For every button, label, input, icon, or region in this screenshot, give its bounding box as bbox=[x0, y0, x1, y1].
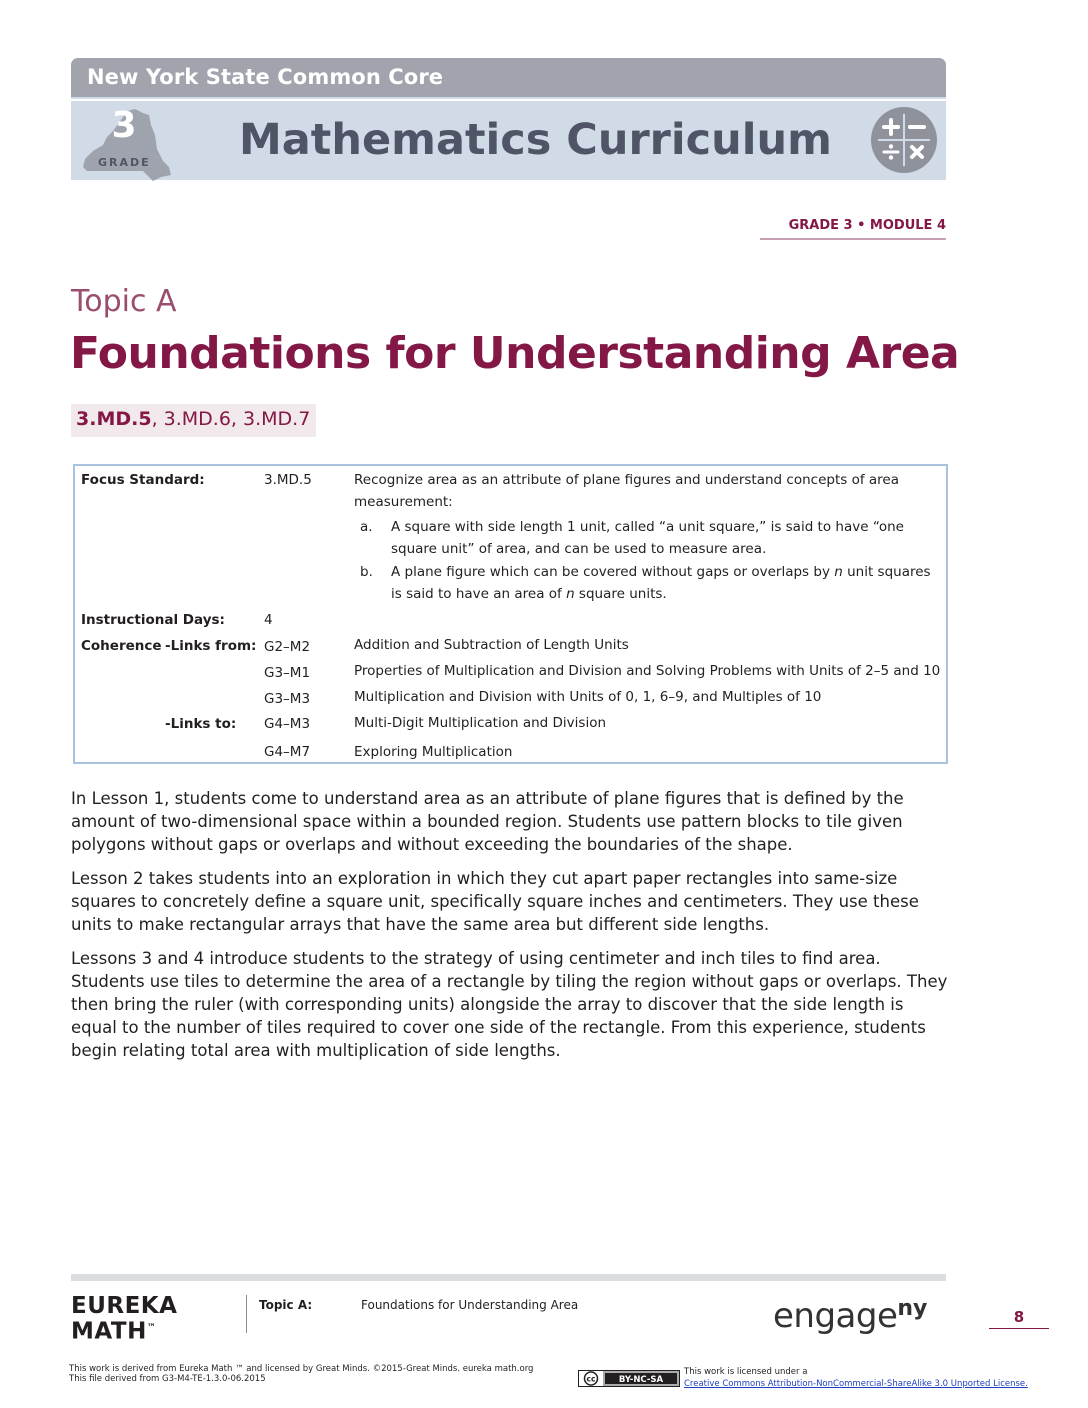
sub-a-marker: a. bbox=[360, 519, 373, 535]
svg-text:cc: cc bbox=[586, 1374, 596, 1384]
link-code: G4–M3 bbox=[264, 716, 311, 732]
topic-title: Foundations for Understanding Area bbox=[70, 328, 960, 379]
link-title: Addition and Subtraction of Length Units bbox=[354, 637, 629, 653]
topic-label: Topic A bbox=[71, 284, 177, 319]
license-link[interactable]: Creative Commons Attribution-NonCommercial-ShareAlike 3.0 Unported License. bbox=[684, 1379, 1028, 1389]
grade-word: GRADE bbox=[98, 156, 151, 169]
links-to-label: -Links to: bbox=[165, 716, 237, 732]
banner-title: New York State Common Core bbox=[87, 65, 444, 89]
footer-topic-label: Topic A: bbox=[259, 1298, 313, 1312]
links-from-label: -Links from: bbox=[165, 638, 257, 654]
link-code: G3–M1 bbox=[264, 665, 311, 681]
focus-standard-text: Recognize area as an attribute of plane figures and understand concepts of area measurement: bbox=[354, 472, 899, 510]
standards-rest: , 3.MD.6, 3.MD.7 bbox=[151, 408, 311, 430]
link-title: Multiplication and Division with Units of 0, 1, 6–9, and Multiples of 10 bbox=[354, 689, 822, 705]
page-number: 8 bbox=[989, 1308, 1049, 1329]
instructional-days-value: 4 bbox=[264, 612, 273, 628]
header-banner-top bbox=[71, 58, 946, 97]
footer-topic-title: Foundations for Understanding Area bbox=[361, 1298, 579, 1312]
focus-standard-label: Focus Standard: bbox=[81, 472, 205, 488]
link-code: G2–M2 bbox=[264, 639, 311, 655]
instructional-days-label: Instructional Days: bbox=[81, 612, 225, 628]
footer-divider bbox=[246, 1295, 247, 1333]
standards-table bbox=[73, 464, 948, 764]
link-code: G3–M3 bbox=[264, 691, 311, 707]
creative-commons-badge-icon bbox=[578, 1370, 680, 1387]
math-operations-icon bbox=[870, 106, 938, 174]
grade-module-label: GRADE 3 • MODULE 4 bbox=[760, 218, 946, 240]
link-title: Multi-Digit Multiplication and Division bbox=[354, 715, 607, 731]
focus-standard-code: 3.MD.5 bbox=[264, 472, 312, 488]
footer-bar bbox=[71, 1274, 946, 1281]
grade-number: 3 bbox=[111, 105, 137, 146]
link-title: Exploring Multiplication bbox=[354, 744, 513, 760]
header-banner-main bbox=[71, 97, 946, 180]
standard-primary: 3.MD.5 bbox=[76, 408, 152, 430]
coherence-label: Coherence bbox=[81, 638, 162, 654]
paragraph: Lessons 3 and 4 introduce students to the strategy of using centimeter and inch tiles to find area. Students use tiles to determine the area of a rectangle by tiling the region without gaps or overlaps. They then bring the ruler (with corresponding units) alongside the array to discover that the side length is equal to the number of tiles required to cover one side of the rectangle. From this experience, students begin relating total area with multiplication of side lengths. bbox=[71, 949, 948, 1060]
link-title: Properties of Multiplication and Division and Solving Problems with Units of 2–5 and 10 bbox=[354, 663, 941, 679]
eureka-math-logo: EUREKA MATH™ bbox=[71, 1293, 178, 1345]
sub-b-text: A plane figure which can be covered without gaps or overlaps by n unit squares is said to have an area of n square units. bbox=[391, 564, 931, 602]
paragraph: Lesson 2 takes students into an exploration in which they cut apart paper rectangles into same-size squares to concretely define a square unit, specifically square inches and centimeters. They use these units to make rectangular arrays that have the same area but different side lengths. bbox=[71, 869, 919, 934]
license-notice: This work is licensed under a Creative Commons Attribution-NonCommercial-ShareAlike 3.0 Unported License. bbox=[684, 1367, 1028, 1389]
engageny-logo: engageny bbox=[773, 1295, 928, 1336]
legal-notice: This work is derived from Eureka Math ™ and licensed by Great Minds. ©2015-Great Minds. eureka math.org This file derived from G3-M4-TE-1.3.0-06.2015 bbox=[69, 1364, 534, 1384]
standards-list bbox=[71, 404, 316, 437]
sub-b-marker: b. bbox=[360, 564, 373, 580]
link-code: G4–M7 bbox=[264, 744, 311, 760]
curriculum-title: Mathematics Curriculum bbox=[239, 115, 832, 165]
svg-text:BY-NC-SA: BY-NC-SA bbox=[618, 1375, 664, 1385]
sub-a-text: A square with side length 1 unit, called “a unit square,” is said to have “one square unit” of area, and can be used to measure area. bbox=[391, 519, 904, 557]
paragraph: In Lesson 1, students come to understand area as an attribute of plane figures that is defined by the amount of two-dimensional space within a bounded region. Students use pattern blocks to tile given polygons without gaps or overlaps and without exceeding the boundaries of the shape. bbox=[71, 789, 904, 854]
